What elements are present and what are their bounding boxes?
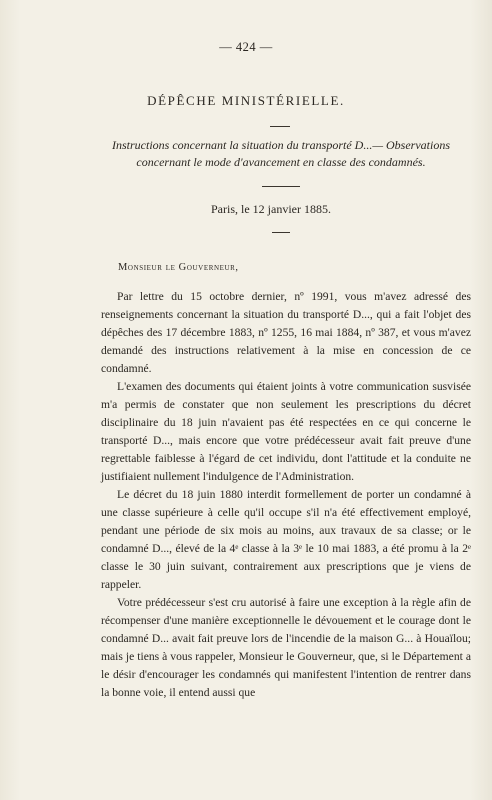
separator-rule xyxy=(262,186,300,187)
paragraph: Le décret du 18 juin 1880 interdit formellement de porter un condamné à une classe supérieure à celle qu'il occupe s'il n'a été effectivement employé, pendant une période de six mois au moins, aux travaux de sa classe; or le condamné D..., élevé de la 4ᵉ classe à la 3ᵉ le 10 mai 1883, a été promu à la 2ᵉ classe le 30 juin suivant, contrairement aux prescriptions que je viens de rappeler. xyxy=(101,488,471,591)
page-number: — 424 — xyxy=(219,40,273,54)
document-subtitle: Instructions concernant la situation du transporté D...— Observations concernant le mode d'avancement en classe des condamnés. xyxy=(112,138,450,169)
salutation: Monsieur le Gouverneur, xyxy=(118,262,239,273)
letter-body xyxy=(101,288,471,702)
paragraph: Votre prédécesseur s'est cru autorisé à faire une exception à la règle afin de récompenser d'une manière exceptionnelle le dévouement et le courage dont le condamné D... avait fait preuve lors de l'incendie de la maison G... à Houaïlou; mais je tiens à vous rappeler, Monsieur le Gouverneur, que, si le Département a le désir d'encourager les condamnés qui manifestent l'intention de rentrer dans la bonne voie, il entend aussi que xyxy=(101,596,471,699)
paragraph: Par lettre du 15 octobre dernier, nº 1991, vous m'avez adressé des renseignements concernant la situation du transporté D..., qui a fait l'objet des dépêches des 17 décembre 1883, nº 1255, 16 mai 1884, nº 387, et vous m'avez demandé des instructions relativement à la mise en concession de ce condamné. xyxy=(101,290,471,375)
separator-rule xyxy=(270,126,290,127)
paragraph: L'examen des documents qui étaient joints à votre communication susvisée m'a permis de constater que non seulement les prescriptions du décret disciplinaire du 18 juin n'avaient pas été respectées en ce qui concerne le transporté D..., mais encore que votre prédécesseur avait fait preuve d'une regrettable faiblesse à l'égard de cet individu, dont l'attitude et la conduite ne justifiaient nullement l'indulgence de l'Administration. xyxy=(101,380,471,483)
separator-rule xyxy=(272,232,290,233)
dateline: Paris, le 12 janvier 1885. xyxy=(211,202,331,216)
document-heading: DÉPÊCHE MINISTÉRIELLE. xyxy=(147,93,345,108)
